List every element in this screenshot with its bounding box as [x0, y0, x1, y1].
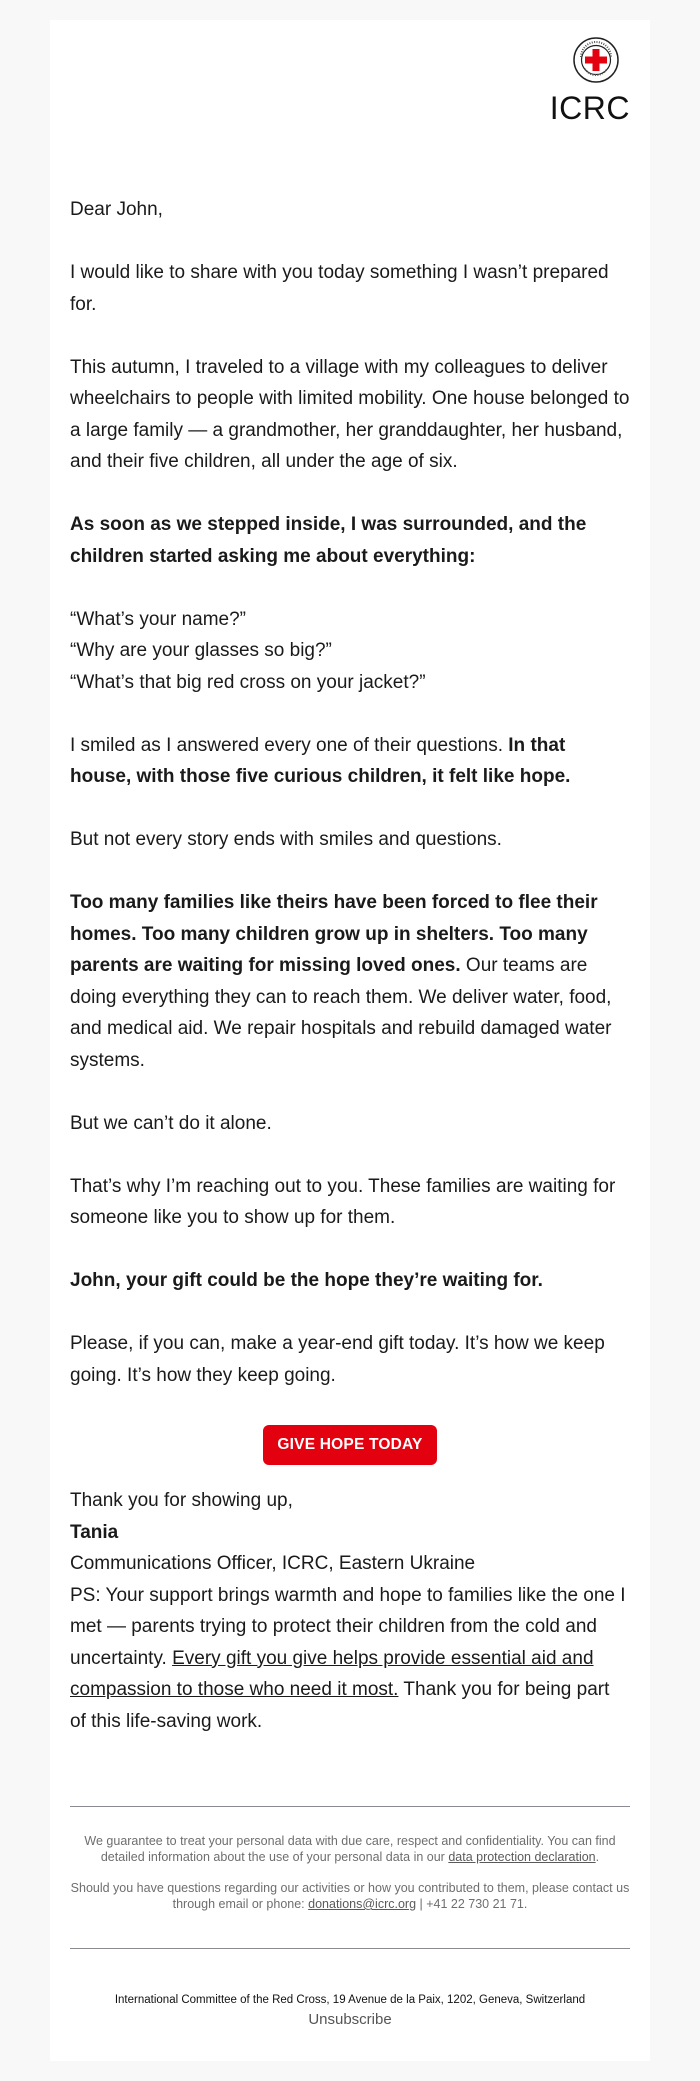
quote-item: “What’s that big red cross on your jacket?” [70, 671, 426, 693]
paragraph-village: This autumn, I traveled to a village with my colleagues to deliver wheelchairs to people with limited mobility. One house belonged to a large family — a grandmother, her granddaughter, her husband, and their five children, all under the age of six. [70, 356, 630, 472]
email-card [50, 20, 650, 2061]
quote-item: “Why are your glasses so big?” [70, 640, 332, 661]
contact-notice [70, 1880, 630, 1912]
footer-address: International Committee of the Red Cross, 19 Avenue de la Paix, 1202, Geneva, Switzerland [114, 1994, 586, 2006]
postscript [70, 1580, 630, 1738]
plain-text: Our teams are doing everything they can to reach them. We deliver water, food, and medical aid. We repair hospitals and rebuild damaged water systems. [70, 955, 612, 1071]
quote-item: “What’s your name?” [70, 608, 246, 630]
divider-bottom [70, 1948, 630, 1949]
icrc-logo[interactable] [550, 36, 630, 124]
signer-title: Communications Officer, ICRC, Eastern Ukraine [70, 1553, 476, 1574]
plain-text: Should you have questions regarding our activities or how you contributed to them, please contact us through email or phone: [70, 1881, 630, 1911]
bold-text: In that house, with those five curious children, it felt like hope. [70, 734, 571, 787]
plain-text: . [595, 1850, 600, 1864]
paragraph-not-every-story: But not every story ends with smiles and questions. [70, 829, 502, 850]
privacy-notice [70, 1833, 630, 1865]
plain-text: We guarantee to treat your personal data with due care, respect and confidentiality. You can find detailed information about the use of your personal data in our [84, 1834, 616, 1864]
greeting: Dear John, [70, 199, 163, 220]
paragraph-hope [70, 730, 630, 793]
logo-text: ICRC [549, 90, 630, 126]
email-link[interactable]: donations@icrc.org [308, 1897, 417, 1911]
plain-text: Thank you for being part of this life-saving work. [70, 1679, 610, 1732]
red-cross-emblem-icon [572, 36, 620, 84]
cta-wrapper [70, 1425, 630, 1465]
unsubscribe-link[interactable]: Unsubscribe [308, 2011, 392, 2028]
plain-text: | +41 22 730 21 71. [416, 1897, 528, 1911]
signer-name-text: Tania [70, 1521, 119, 1543]
plain-text: I smiled as I answered every one of their questions. [70, 734, 509, 756]
paragraph-gift-hope [70, 1265, 630, 1297]
signer-name [70, 1517, 630, 1549]
paragraph-surrounded [70, 509, 630, 572]
letter-body [70, 194, 630, 1769]
paragraph-year-end: Please, if you can, make a year-end gift today. It’s how we keep going. It’s how they keep going. [70, 1333, 605, 1386]
postscript-link[interactable]: Every gift you give helps provide essential aid and compassion to those who need it most. [70, 1647, 594, 1700]
paragraph-alone: But we can’t do it alone. [70, 1112, 272, 1134]
bold-text: John, your gift could be the hope they’re waiting for. [70, 1270, 543, 1291]
closing-line: Thank you for showing up, [70, 1490, 293, 1511]
children-questions [70, 604, 630, 699]
signature-block [70, 1485, 630, 1580]
paragraph-families [70, 887, 630, 1076]
bold-text: Too many families like theirs have been forced to flee their homes. Too many children grow up in shelters. Too many parents are waiting for missing loved ones. [70, 892, 598, 976]
give-hope-today-button[interactable]: GIVE HOPE TODAY [263, 1425, 437, 1465]
data-protection-link[interactable]: data protection declaration [448, 1850, 596, 1864]
paragraph-reaching-out: That’s why I’m reaching out to you. These families are waiting for someone like you to show up for them. [70, 1175, 616, 1228]
plain-text: PS: Your support brings warmth and hope to families like the one I met — parents trying to protect their children from the cold and uncertainty. [70, 1584, 626, 1669]
paragraph-intro: I would like to share with you today something I wasn’t prepared for. [70, 262, 609, 315]
bold-text: As soon as we stepped inside, I was surrounded, and the children started asking me about everything: [70, 514, 587, 567]
divider-top [70, 1806, 630, 1807]
